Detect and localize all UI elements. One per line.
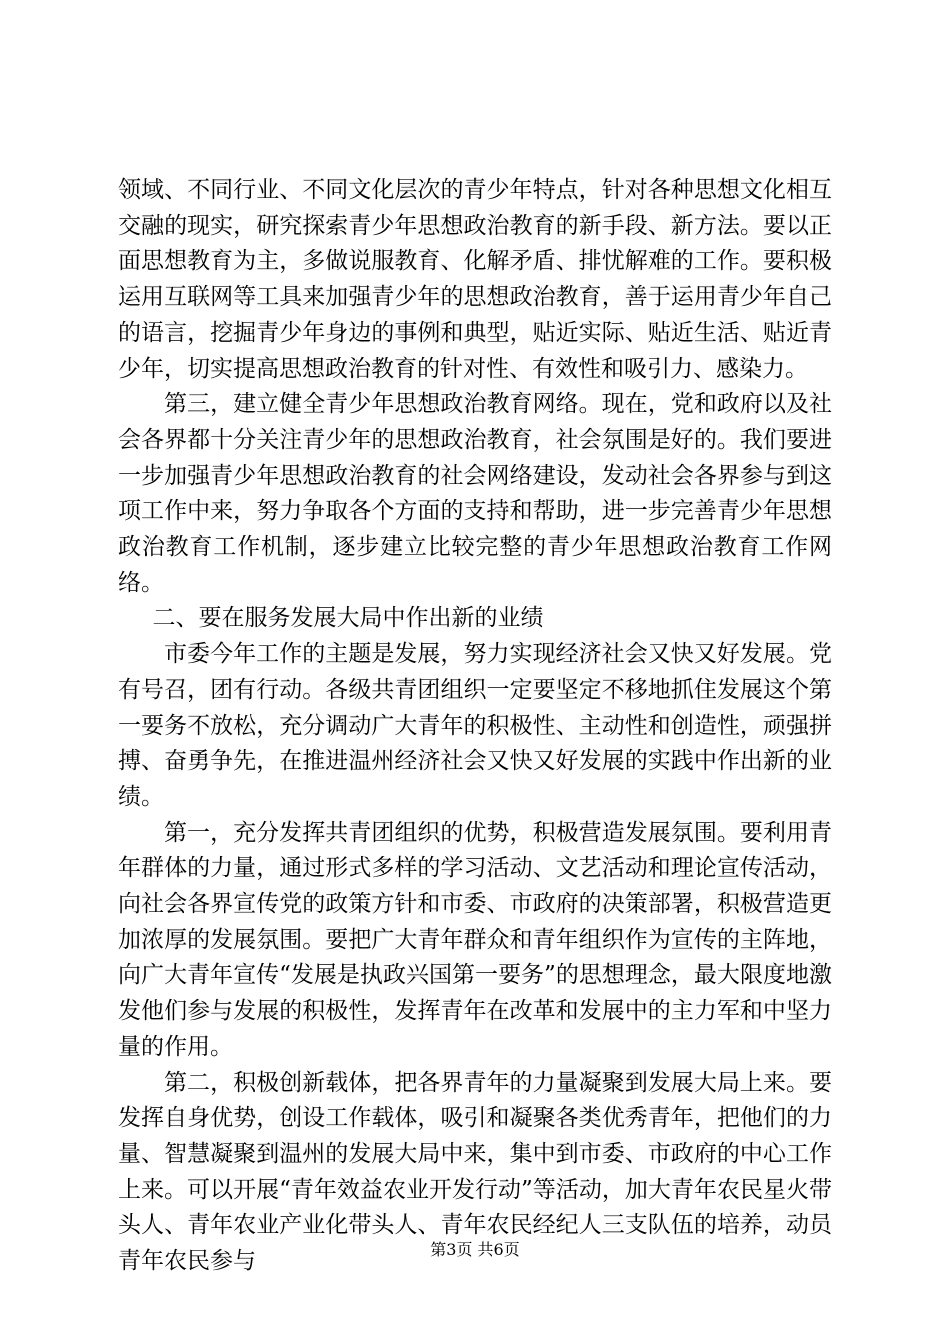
paragraph-continuation: 领域、不同行业、不同文化层次的青少年特点，针对各种思想文化相互交融的现实，研究探索青少年思想政治教育的新手段、新方法。要以正面思想教育为主，多做说服教育、化解矛盾、排忧解难的工作。要积极运用互联网等工具来加强青少年的思想政治教育，善于运用青少年自己的语言，挖掘青少年身边的事例和典型，贴近实际、贴近生活、贴近青少年，切实提高思想政治教育的针对性、有效性和吸引力、感染力。 — [118, 177, 832, 382]
paragraph-second-point: 第二，积极创新载体，把各界青年的力量凝聚到发展大局上来。要发挥自身优势，创设工作载体，吸引和凝聚各类优秀青年，把他们的力量、智慧凝聚到温州的发展大局中来，集中到市委、市政府的中心工作上来。可以开展“青年效益农业开发行动”等活动，加大青年农民星火带头人、青年农业产业化带头人、青年农民经纪人三支队伍的培养，动员青年农民参与 — [118, 1069, 832, 1275]
paragraph-first-point: 第一，充分发挥共青团组织的优势，积极营造发展氛围。要利用青年群体的力量，通过形式多样的学习活动、文艺活动和理论宣传活动，向社会各界宣传党的政策方针和市委、市政府的决策部署，积极营造更加浓厚的发展氛围。要把广大青年群众和青年组织作为宣传的主阵地，向广大青年宣传“发展是执政兴国第一要务”的思想理念，最大限度地激发他们参与发展的积极性，发挥青年在改革和发展中的主力军和中坚力量的作用。 — [118, 819, 832, 1060]
section-heading: 二、要在服务发展大局中作出新的业绩 — [152, 605, 544, 632]
page-number-footer: 第3页 共6页 — [430, 1240, 520, 1259]
document-body — [118, 173, 832, 1280]
paragraph-section-intro: 市委今年工作的主题是发展，努力实现经济社会又快又好发展。党有号召，团有行动。各级共青团组织一定要坚定不移地抓住发展这个第一要务不放松，充分调动广大青年的积极性、主动性和创造性，顽强拼搏、奋勇争先，在推进温州经济社会又快又好发展的实践中作出新的业绩。 — [118, 641, 832, 810]
paragraph-third-point: 第三，建立健全青少年思想政治教育网络。现在，党和政府以及社会各界都十分关注青少年的思想政治教育，社会氛围是好的。我们要进一步加强青少年思想政治教育的社会网络建设，发动社会各界参与到这项工作中来，努力争取各个方面的支持和帮助，进一步完善青少年思想政治教育工作机制，逐步建立比较完整的青少年思想政治教育工作网络。 — [118, 391, 832, 596]
